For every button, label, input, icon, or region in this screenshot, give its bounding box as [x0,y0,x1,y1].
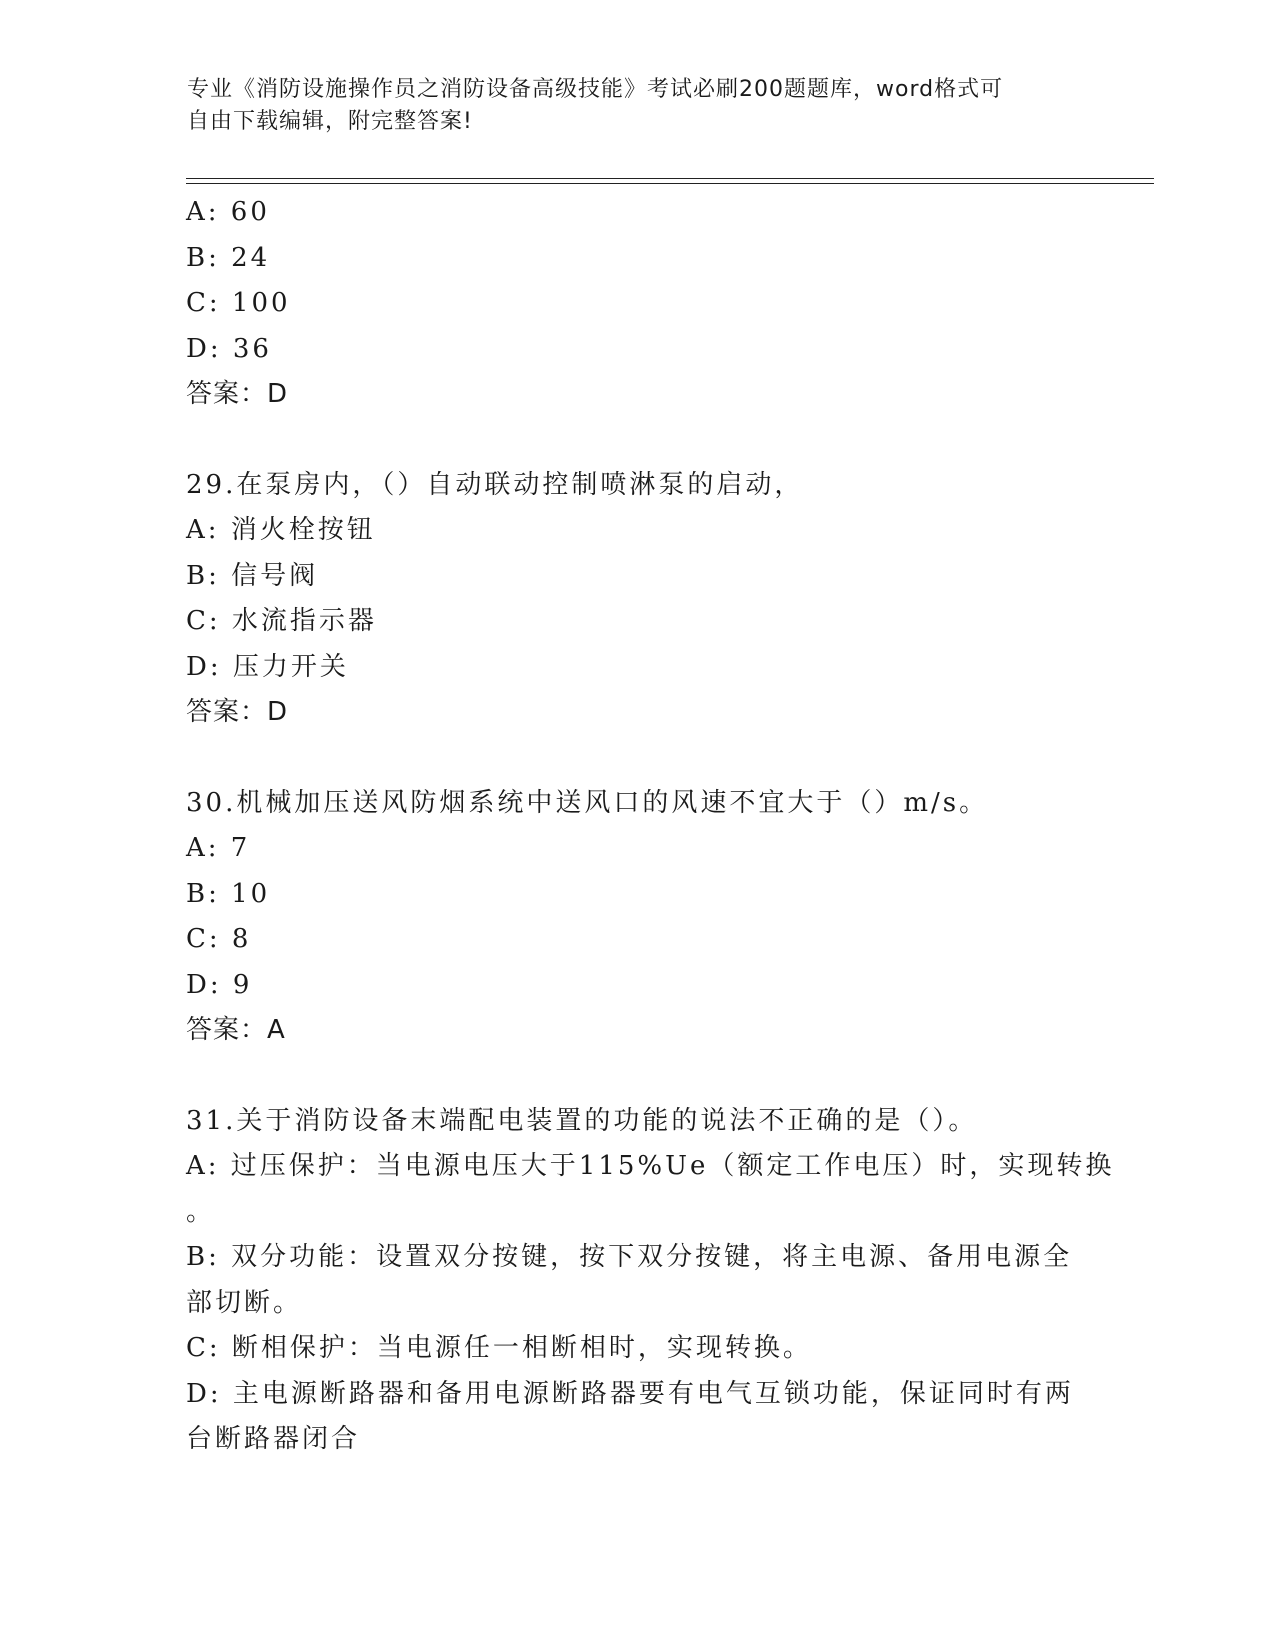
option-d: D: 9 [186,969,253,1000]
option-d-line-1: D: 主电源断路器和备用电源断路器要有电气互锁功能，保证同时有两 [186,1378,1074,1409]
option-b-line-1: B: 双分功能：设置双分按键，按下双分按键，将主电源、备用电源全 [186,1242,1073,1272]
option-d: D: 压力开关 [186,651,349,682]
option-b: B: 24 [186,242,271,273]
answer: 答案：A [186,1015,286,1045]
header-rule-top [186,178,1154,179]
option-b: B: 信号阀 [186,560,319,591]
spacer [186,418,1086,463]
header-title-line-1: 专业《消防设施操作员之消防设备高级技能》考试必刷200题题库，word格式可 [187,77,1004,102]
option-a: A: 消火栓按钮 [186,515,376,545]
question-text: 30.机械加压送风防烟系统中送风口的风速不宜大于（）m/s。 [186,787,989,818]
option-a: A: 7 [186,833,251,863]
option-b: B: 10 [186,878,271,909]
spacer [186,736,1086,781]
option-a: A: 60 [186,197,270,227]
question-text: 29.在泵房内，（）自动联动控制喷淋泵的启动， [186,469,804,500]
question-block-28 [186,190,1086,418]
option-c: C: 100 [186,288,291,318]
option-d: D: 36 [186,333,272,364]
option-c: C: 水流指示器 [186,606,377,636]
option-c: C: 断相保护：当电源任一相断相时，实现转换。 [186,1333,812,1363]
header-rule-bottom [186,183,1154,184]
option-a-line-2: 。 [186,1196,216,1227]
document-header [187,74,1067,138]
answer: 答案：D [186,697,289,727]
option-b-line-2: 部切断。 [186,1287,303,1318]
question-text: 31.关于消防设备末端配电装置的功能的说法不正确的是（）。 [186,1105,978,1136]
header-title-line-2: 自由下载编辑，附完整答案! [187,109,473,134]
question-block-29 [186,463,1086,736]
option-a-line-1: A: 过压保护：当电源电压大于115%Ue（额定工作电压）时，实现转换 [186,1151,1115,1181]
option-d-line-2: 台断路器闭合 [186,1424,361,1454]
question-block-31 [186,1099,1115,1463]
option-c: C: 8 [186,924,252,954]
answer: 答案：D [186,379,289,409]
question-block-30 [186,781,1086,1054]
spacer [186,1054,1086,1099]
question-list [186,190,1115,1463]
